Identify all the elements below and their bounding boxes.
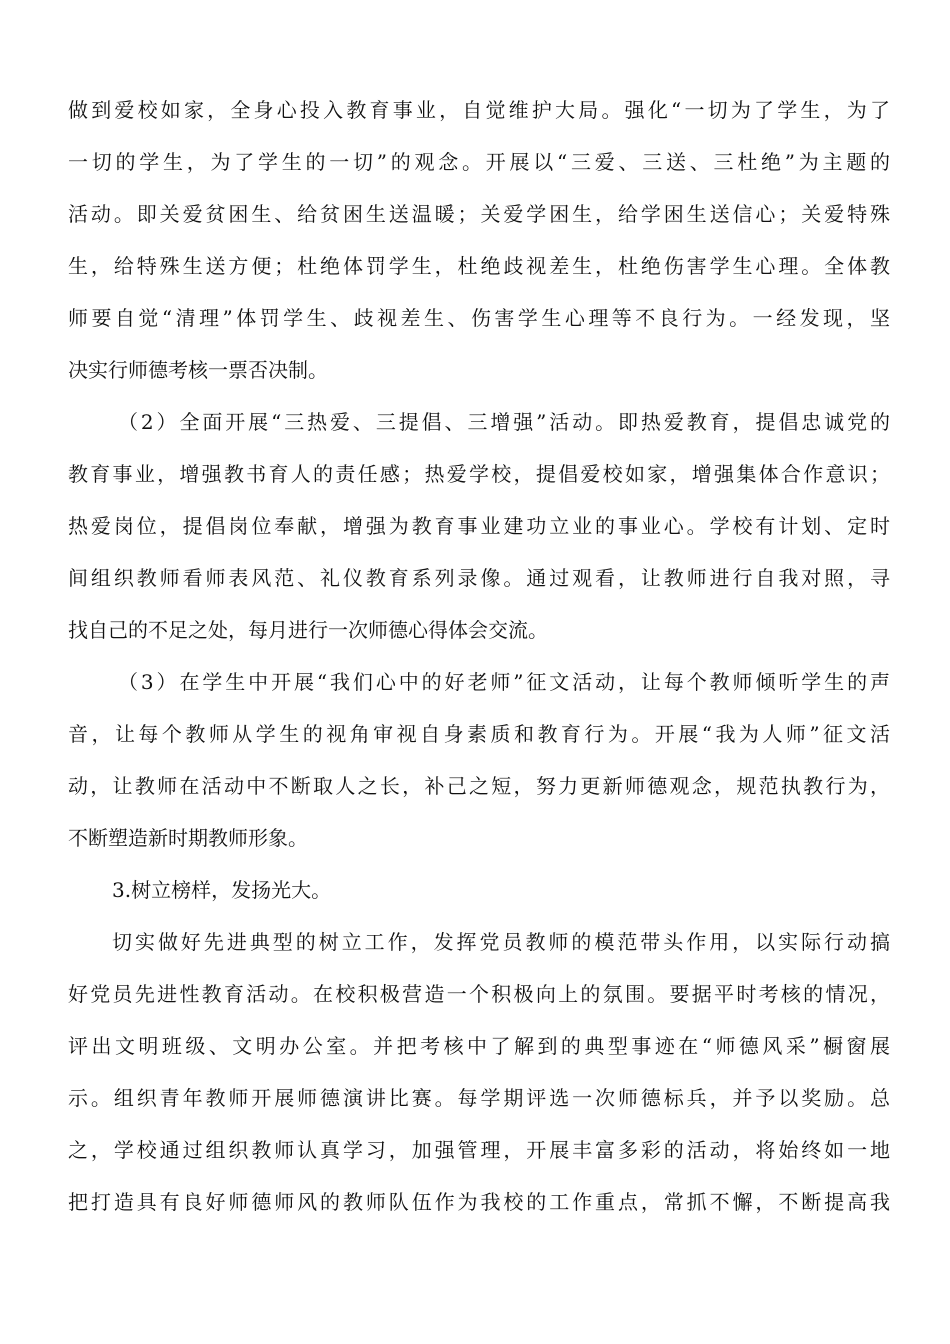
- text-line: 把打造具有良好师德师风的教师队伍作为我校的工作重点，常抓不懈，不断提高我: [68, 1190, 890, 1214]
- text-line: 生，给特殊生送方便；杜绝体罚学生，杜绝歧视差生，杜绝伤害学生心理。全体教: [68, 254, 890, 278]
- text-line: 师要自觉“清理”体罚学生、歧视差生、伤害学生心理等不良行为。一经发现，坚: [68, 306, 890, 330]
- text-line: 评出文明班级、文明办公室。并把考核中了解到的典型事迹在“师德风采”橱窗展: [68, 1034, 890, 1058]
- text-line: 之，学校通过组织教师认真学习，加强管理，开展丰富多彩的活动，将始终如一地: [68, 1138, 890, 1162]
- text-line: 热爱岗位，提倡岗位奉献，增强为教育事业建功立业的事业心。学校有计划、定时: [68, 514, 890, 538]
- text-line: 做到爱校如家，全身心投入教育事业，自觉维护大局。强化“一切为了学生，为了: [68, 98, 890, 122]
- text-line: 决实行师德考核一票否决制。: [68, 358, 328, 382]
- text-line: 示。组织青年教师开展师德演讲比赛。每学期评选一次师德标兵，并予以奖励。总: [68, 1086, 890, 1110]
- text-line: 间组织教师看师表风范、礼仪教育系列录像。通过观看，让教师进行自我对照，寻: [68, 566, 890, 590]
- text-line: 一切的学生，为了学生的一切”的观念。开展以“三爱、三送、三杜绝”为主题的: [68, 150, 890, 174]
- text-line: 不断塑造新时期教师形象。: [68, 826, 308, 850]
- text-line: 活动。即关爱贫困生、给贫困生送温暖；关爱学困生，给学困生送信心；关爱特殊: [68, 202, 890, 226]
- section-heading: 3.树立榜样，发扬光大。: [112, 878, 332, 902]
- text-line: 教育事业，增强教书育人的责任感；热爱学校，提倡爱校如家，增强集体合作意识；: [68, 462, 890, 486]
- text-line: （2）全面开展“三热爱、三提倡、三增强”活动。即热爱教育，提倡忠诚党的: [118, 410, 890, 434]
- text-line: 动，让教师在活动中不断取人之长，补己之短，努力更新师德观念，规范执教行为，: [68, 774, 890, 798]
- text-line: （3）在学生中开展“我们心中的好老师”征文活动，让每个教师倾听学生的声: [118, 670, 890, 694]
- text-line: 好党员先进性教育活动。在校积极营造一个积极向上的氛围。要据平时考核的情况，: [68, 982, 890, 1006]
- text-line: 切实做好先进典型的树立工作，发挥党员教师的模范带头作用，以实际行动搞: [112, 930, 890, 954]
- text-line: 音，让每个教师从学生的视角审视自身素质和教育行为。开展“我为人师”征文活: [68, 722, 890, 746]
- text-line: 找自己的不足之处，每月进行一次师德心得体会交流。: [68, 618, 548, 642]
